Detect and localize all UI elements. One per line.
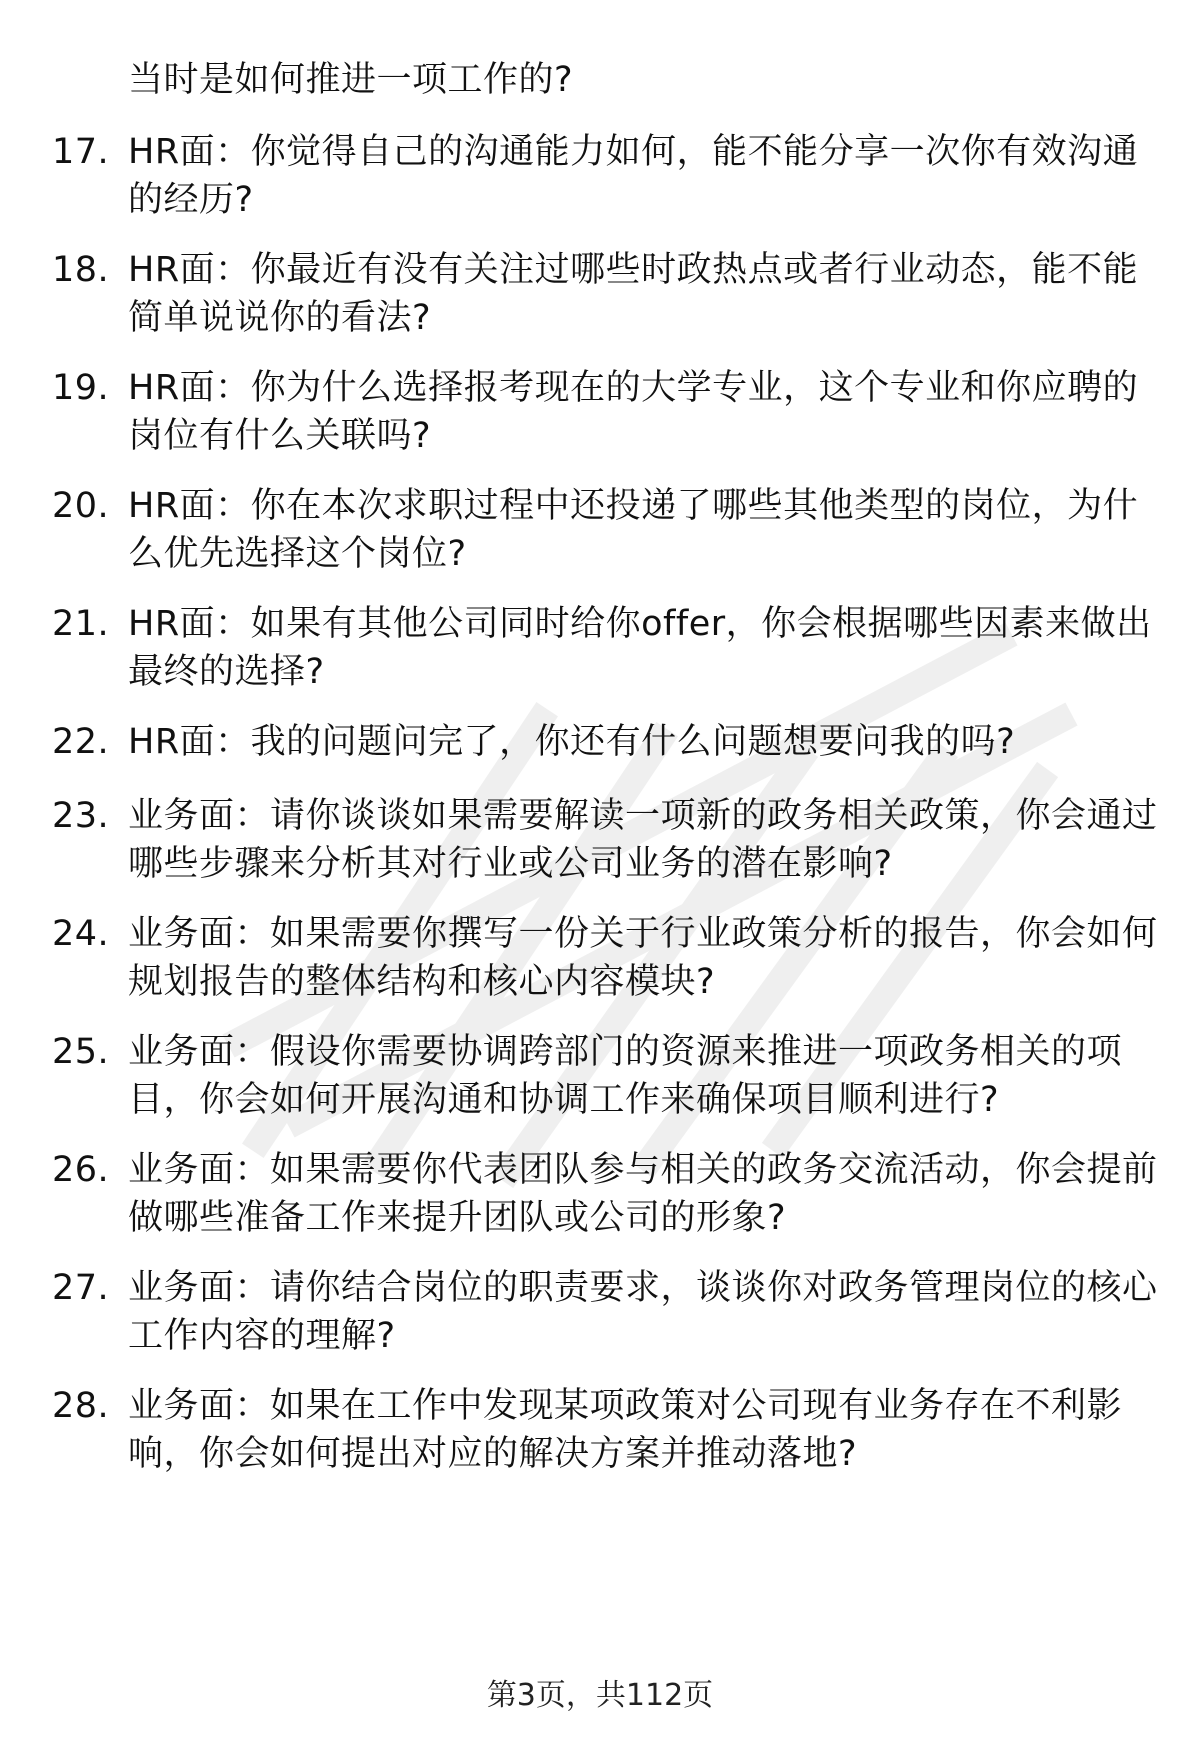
question-text: HR面：你为什么选择报考现在的大学专业，这个专业和你应聘的岗位有什么关联吗?	[128, 368, 1139, 456]
continued-question-text: 当时是如何推进一项工作的?	[128, 60, 574, 100]
question-number: 18.	[52, 250, 110, 290]
question-number: 22.	[52, 722, 110, 762]
question-number: 27.	[52, 1268, 110, 1308]
question-text: HR面：我的问题问完了，你还有什么问题想要问我的吗?	[128, 722, 1016, 762]
question-number: 21.	[52, 604, 110, 644]
question-text: 业务面：请你谈谈如果需要解读一项新的政务相关政策，你会通过哪些步骤来分析其对行业或公司业务的潜在影响?	[128, 796, 1158, 884]
question-text: HR面：你最近有没有关注过哪些时政热点或者行业动态，能不能简单说说你的看法?	[128, 250, 1139, 338]
question-text: 业务面：如果需要你撰写一份关于行业政策分析的报告，你会如何规划报告的整体结构和核心内容模块?	[128, 914, 1158, 1002]
question-text: HR面：你在本次求职过程中还投递了哪些其他类型的岗位，为什么优先选择这个岗位?	[128, 486, 1139, 574]
question-text: 业务面：假设你需要协调跨部门的资源来推进一项政务相关的项目，你会如何开展沟通和协调工作来确保项目顺利进行?	[128, 1032, 1123, 1120]
page-footer: 第3页，共112页	[486, 1678, 714, 1713]
question-number: 26.	[52, 1150, 110, 1190]
question-number: 20.	[52, 486, 110, 526]
question-number: 28.	[52, 1386, 110, 1426]
question-number: 25.	[52, 1032, 110, 1072]
question-text: HR面：你觉得自己的沟通能力如何，能不能分享一次你有效沟通的经历?	[128, 132, 1139, 220]
question-number: 19.	[52, 368, 110, 408]
question-text: HR面：如果有其他公司同时给你offer，你会根据哪些因素来做出最终的选择?	[128, 604, 1152, 692]
question-number: 23.	[52, 796, 110, 836]
question-text: 业务面：如果需要你代表团队参与相关的政务交流活动，你会提前做哪些准备工作来提升团队或公司的形象?	[128, 1150, 1158, 1238]
question-text: 业务面：如果在工作中发现某项政策对公司现有业务存在不利影响，你会如何提出对应的解决方案并推动落地?	[128, 1386, 1123, 1474]
question-number: 17.	[52, 132, 110, 172]
question-number: 24.	[52, 914, 110, 954]
question-text: 业务面：请你结合岗位的职责要求，谈谈你对政务管理岗位的核心工作内容的理解?	[128, 1268, 1158, 1356]
